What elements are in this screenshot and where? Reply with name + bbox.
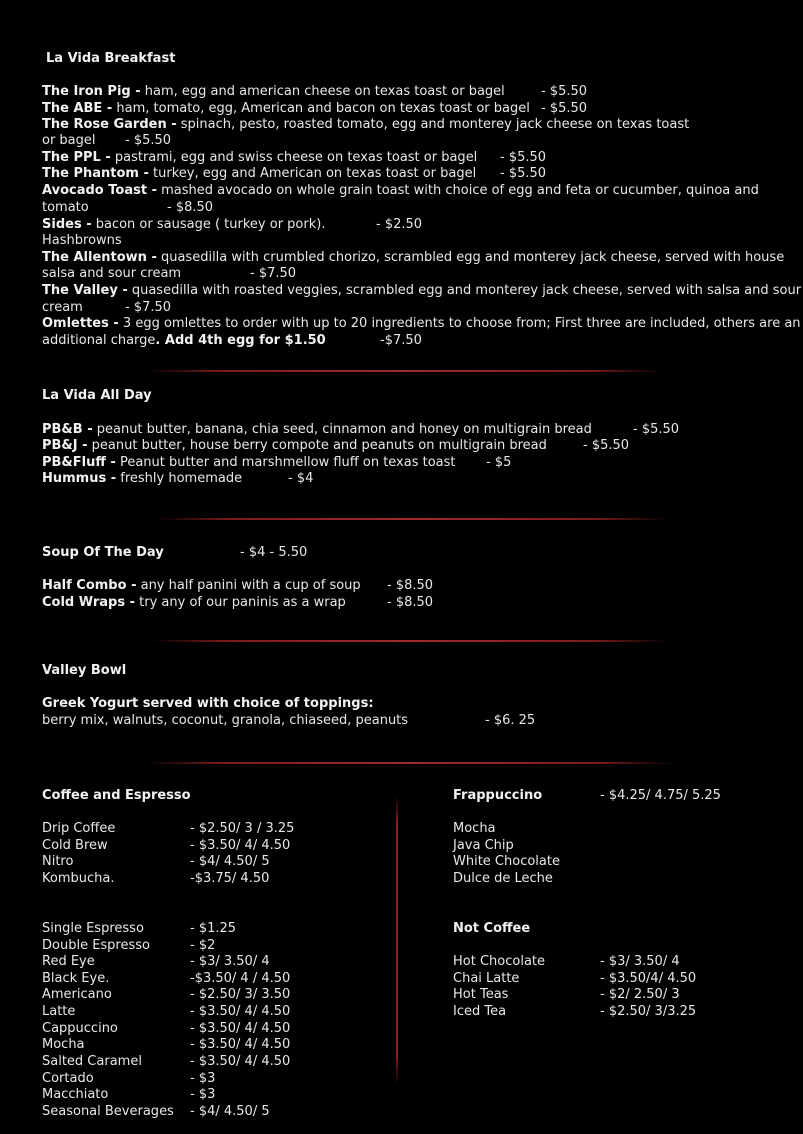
desc-cont-rose-garden: or bagel — [42, 133, 96, 148]
coffee-item-name: Nitro — [42, 854, 74, 869]
item-name: PB&Fluff - — [42, 455, 116, 470]
not-coffee-item-price: - $3/ 3.50/ 4 — [600, 954, 680, 969]
espresso-item-name: Americano — [42, 987, 112, 1002]
espresso-item-price: - $3 — [190, 1087, 216, 1102]
coffee-title: Coffee and Espresso — [42, 788, 191, 803]
espresso-item-price: - $3.50/ 4/ 4.50 — [190, 1054, 291, 1069]
not-coffee-item-price: - $3.50/4/ 4.50 — [600, 971, 697, 986]
coffee-item-name: Drip Coffee — [42, 821, 116, 836]
espresso-item-name: Black Eye. — [42, 971, 110, 986]
price-cold-wraps: - $8.50 — [387, 595, 434, 610]
desc-cont-avocado: tomato — [42, 200, 89, 215]
section-divider — [150, 640, 670, 642]
menu-item-rose-garden — [42, 117, 689, 134]
coffee-item-price: -$3.75/ 4.50 — [190, 871, 270, 886]
espresso-item-price: - $4/ 4.50/ 5 — [190, 1104, 270, 1119]
menu-item-hummus — [42, 471, 242, 488]
section-divider — [145, 370, 665, 372]
bowl-title: Valley Bowl — [42, 663, 127, 678]
menu-item-sides — [42, 217, 325, 234]
item-name: The ABE - — [42, 101, 113, 116]
item-desc: 3 egg omlettes to order with up to 20 ingredients to choose from; First three are included, others are an — [118, 316, 801, 331]
item-desc: quasedilla with crumbled chorizo, scrambled egg and monterey jack cheese, served with house — [156, 250, 785, 265]
espresso-item-name: Mocha — [42, 1037, 85, 1052]
espresso-item-price: -$3.50/ 4 / 4.50 — [190, 971, 291, 986]
section-divider — [155, 518, 670, 520]
menu-item-pbfluff — [42, 455, 456, 472]
menu-item-pbj — [42, 438, 547, 455]
menu-item-pbb — [42, 422, 592, 439]
item-desc: freshly homemade — [116, 471, 243, 486]
espresso-item-name: Double Espresso — [42, 938, 150, 953]
item-desc: Peanut butter and marshmellow fluff on texas toast — [115, 455, 456, 470]
item-name: The Phantom - — [42, 166, 149, 181]
menu-item-omelettes — [42, 316, 801, 333]
not-coffee-item-name: Chai Latte — [453, 971, 520, 986]
coffee-item-name: Cold Brew — [42, 838, 108, 853]
price-allentown: - $7.50 — [250, 266, 297, 281]
item-desc: peanut butter, banana, chia seed, cinnamon and honey on multigrain bread — [92, 422, 592, 437]
coffee-item-price: - $3.50/ 4/ 4.50 — [190, 838, 291, 853]
not-coffee-item-name: Hot Teas — [453, 987, 509, 1002]
item-name: The Allentown - — [42, 250, 157, 265]
espresso-item-name: Seasonal Beverages — [42, 1104, 174, 1119]
espresso-item-price: - $3.50/ 4/ 4.50 — [190, 1004, 291, 1019]
item-name: Omlettes - — [42, 316, 119, 331]
price-valley: - $7.50 — [125, 300, 172, 315]
price-pbfluff: - $5 — [486, 455, 512, 470]
bowl-line-1: Greek Yogurt served with choice of toppings: — [42, 696, 374, 711]
espresso-item-name: Red Eye — [42, 954, 95, 969]
price-abe: - $5.50 — [541, 101, 588, 116]
item-desc: ham, tomato, egg, American and bacon on texas toast or bagel — [112, 101, 530, 116]
item-desc-cont: additional charge — [42, 333, 156, 348]
item-name: Avocado Toast - — [42, 183, 157, 198]
espresso-item-price: - $3/ 3.50/ 4 — [190, 954, 270, 969]
menu-item-valley — [42, 283, 801, 300]
item-name: The Valley - — [42, 283, 128, 298]
item-name: The Rose Garden - — [42, 117, 177, 132]
item-desc: any half panini with a cup of soup — [136, 578, 361, 593]
item-name: PB&B - — [42, 422, 93, 437]
item-desc: quasedilla with roasted veggies, scrambled egg and monterey jack cheese, served with salsa and sour — [127, 283, 802, 298]
menu-item-iron-pig — [42, 84, 505, 101]
frappuccino-price: - $4.25/ 4.75/ 5.25 — [600, 788, 721, 803]
item-name: The PPL - — [42, 150, 111, 165]
item-desc: bacon or sausage ( turkey or pork). — [91, 217, 326, 232]
menu-item-allentown — [42, 250, 784, 267]
allday-title: La Vida All Day — [42, 388, 152, 403]
menu-item-phantom — [42, 166, 476, 183]
menu-item-abe — [42, 101, 530, 118]
espresso-item-name: Latte — [42, 1004, 76, 1019]
espresso-item-price: - $2 — [190, 938, 216, 953]
soup-price: - $4 - 5.50 — [240, 545, 308, 560]
sides-hashbrowns: Hashbrowns — [42, 233, 122, 248]
desc-cont-valley: cream — [42, 300, 83, 315]
price-ppl: - $5.50 — [500, 150, 547, 165]
item-name: Sides - — [42, 217, 92, 232]
frappuccino-item: Dulce de Leche — [453, 871, 553, 886]
espresso-item-price: - $3.50/ 4/ 4.50 — [190, 1021, 291, 1036]
item-desc: turkey, egg and American on texas toast or bagel — [148, 166, 477, 181]
price-hummus: - $4 — [288, 471, 314, 486]
item-desc: mashed avocado on whole grain toast with choice of egg and feta or cucumber, quinoa and — [156, 183, 759, 198]
espresso-item-name: Macchiato — [42, 1087, 109, 1102]
price-iron-pig: - $5.50 — [541, 84, 588, 99]
not-coffee-title: Not Coffee — [453, 921, 531, 936]
espresso-item-name: Salted Caramel — [42, 1054, 142, 1069]
coffee-item-name: Kombucha. — [42, 871, 115, 886]
soup-title: Soup Of The Day — [42, 545, 164, 560]
item-name: Half Combo - — [42, 578, 137, 593]
menu-item-cold-wraps — [42, 595, 346, 612]
item-desc: ham, egg and american cheese on texas toast or bagel — [140, 84, 505, 99]
not-coffee-item-price: - $2/ 2.50/ 3 — [600, 987, 680, 1002]
coffee-item-price: - $4/ 4.50/ 5 — [190, 854, 270, 869]
item-name: The Iron Pig - — [42, 84, 141, 99]
item-desc: spinach, pesto, roasted tomato, egg and monterey jack cheese on texas toast — [176, 117, 690, 132]
not-coffee-item-name: Iced Tea — [453, 1004, 507, 1019]
frappuccino-item: White Chocolate — [453, 854, 560, 869]
price-rose-garden: - $5.50 — [125, 133, 172, 148]
not-coffee-item-name: Hot Chocolate — [453, 954, 546, 969]
bowl-price: - $6. 25 — [485, 713, 536, 728]
menu-item-avocado-toast — [42, 183, 759, 200]
section-divider — [145, 762, 675, 764]
frappuccino-item: Java Chip — [453, 838, 514, 853]
price-pbb: - $5.50 — [633, 422, 680, 437]
item-name: Cold Wraps - — [42, 595, 136, 610]
coffee-item-price: - $2.50/ 3 / 3.25 — [190, 821, 295, 836]
item-desc: peanut butter, house berry compote and peanuts on multigrain bread — [87, 438, 547, 453]
espresso-item-name: Cappuccino — [42, 1021, 118, 1036]
price-sides: - $2.50 — [376, 217, 423, 232]
desc-cont-omelettes — [42, 333, 326, 350]
espresso-item-price: - $2.50/ 3/ 3.50 — [190, 987, 291, 1002]
item-name: PB&J - — [42, 438, 88, 453]
item-name: Hummus - — [42, 471, 117, 486]
column-divider — [396, 795, 398, 1085]
espresso-item-price: - $1.25 — [190, 921, 237, 936]
not-coffee-item-price: - $2.50/ 3/3.25 — [600, 1004, 697, 1019]
espresso-item-name: Single Espresso — [42, 921, 144, 936]
item-desc: pastrami, egg and swiss cheese on texas toast or bagel — [110, 150, 478, 165]
espresso-item-price: - $3 — [190, 1071, 216, 1086]
desc-cont-allentown: salsa and sour cream — [42, 266, 182, 281]
price-omelettes: -$7.50 — [380, 333, 422, 348]
espresso-item-name: Cortado — [42, 1071, 94, 1086]
bowl-line-2: berry mix, walnuts, coconut, granola, chiaseed, peanuts — [42, 713, 409, 728]
price-half-combo: - $8.50 — [387, 578, 434, 593]
breakfast-title: La Vida Breakfast — [46, 51, 176, 66]
espresso-item-price: - $3.50/ 4/ 4.50 — [190, 1037, 291, 1052]
extra-egg-note: . Add 4th egg for $1.50 — [155, 333, 326, 348]
item-desc: try any of our paninis as a wrap — [135, 595, 346, 610]
frappuccino-item: Mocha — [453, 821, 496, 836]
menu-item-half-combo — [42, 578, 361, 595]
price-phantom: - $5.50 — [500, 166, 547, 181]
frappuccino-title: Frappuccino — [453, 788, 543, 803]
menu-item-ppl — [42, 150, 477, 167]
price-pbj: - $5.50 — [583, 438, 630, 453]
price-avocado: - $8.50 — [167, 200, 214, 215]
